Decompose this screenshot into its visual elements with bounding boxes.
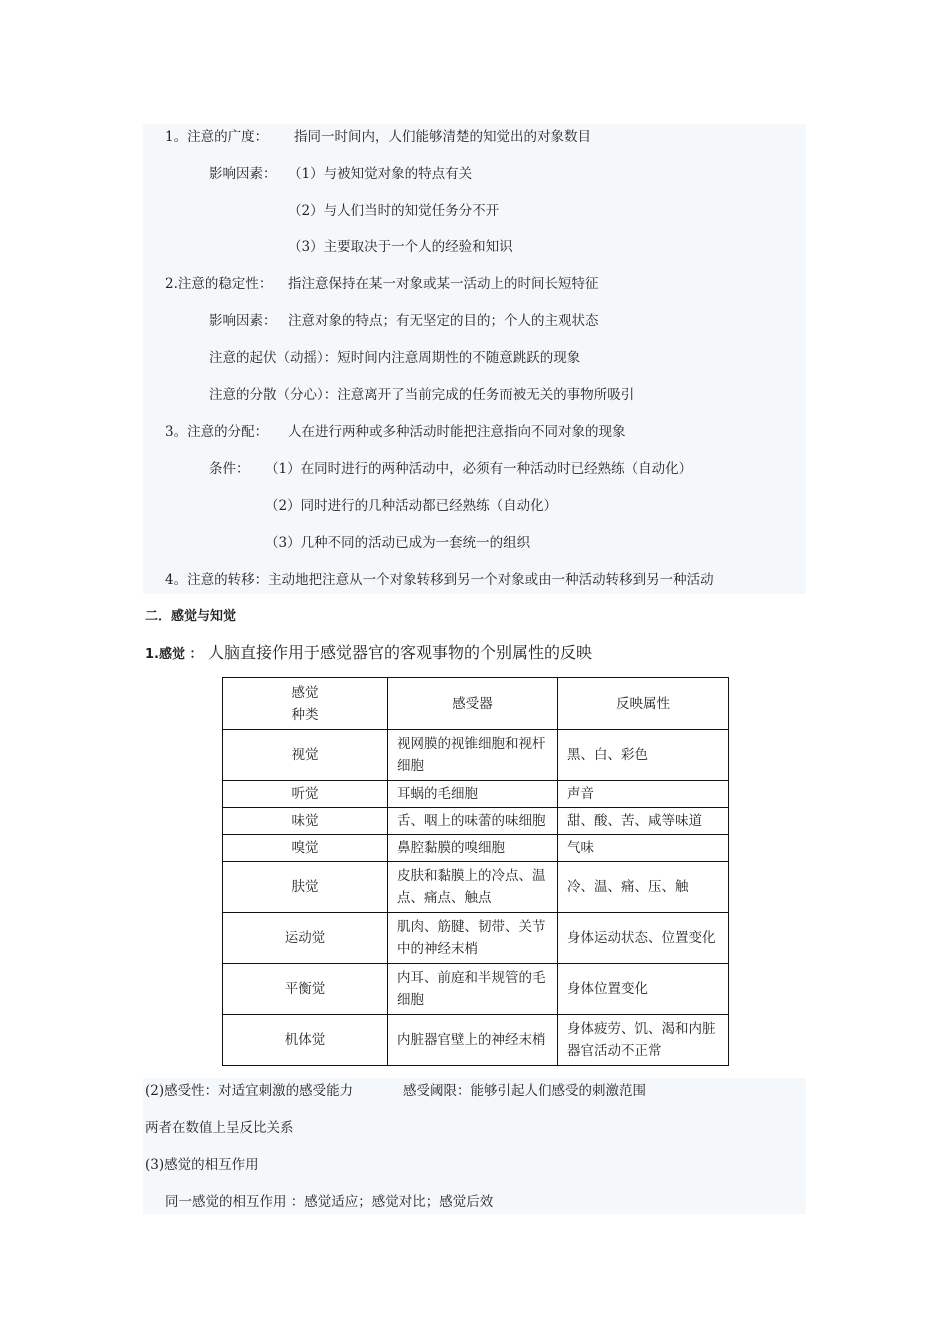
cell-attribute: 身体疲劳、饥、渴和内脏器官活动不正常 (558, 1015, 729, 1066)
cell-type: 听觉 (223, 781, 388, 808)
cell-type: 视觉 (223, 730, 388, 781)
breadth-factor-label: 影响因素： (209, 166, 277, 182)
cell-receptor: 鼻腔黏膜的嗅细胞 (388, 835, 558, 862)
sensation-definition: 人脑直接作用于感觉器官的客观事物的个别属性的反映 (208, 643, 593, 662)
header-receptor: 感受器 (388, 678, 558, 730)
table-header-row (223, 678, 729, 730)
distribution-definition: 人在进行两种或多种活动时能把注意指向不同对象的现象 (288, 424, 626, 440)
table-row (223, 964, 729, 1015)
header-type-line1: 感觉 (291, 684, 319, 701)
cell-attribute: 声音 (558, 781, 729, 808)
table-row (223, 808, 729, 835)
breadth-factor-1: （1）与被知觉对象的特点有关 (288, 166, 473, 182)
section-heading: 二．感觉与知觉 (145, 609, 237, 624)
cell-attribute: 黑、白、彩色 (558, 730, 729, 781)
cell-type: 运动觉 (223, 913, 388, 964)
table-row (223, 730, 729, 781)
interaction-heading: (3)感觉的相互作用 (145, 1157, 259, 1173)
sensation-table (222, 677, 729, 1066)
cell-attribute: 气味 (558, 835, 729, 862)
table-row (223, 862, 729, 913)
cell-receptor: 耳蜗的毛细胞 (388, 781, 558, 808)
distribution-title: 3。注意的分配： (165, 424, 269, 440)
header-type (223, 678, 388, 730)
cell-type: 嗅觉 (223, 835, 388, 862)
threshold-line: 感受阈限：能够引起人们感受的刺激范围 (403, 1083, 646, 1099)
header-attribute: 反映属性 (558, 678, 729, 730)
cell-type: 平衡觉 (223, 964, 388, 1015)
fluctuation-line: 注意的起伏（动摇）：短时间内注意周期性的不随意跳跃的现象 (209, 350, 581, 366)
cell-attribute: 甜、酸、苦、咸等味道 (558, 808, 729, 835)
cell-attribute: 身体位置变化 (558, 964, 729, 1015)
relation-line: 两者在数值上呈反比关系 (145, 1120, 294, 1136)
sensitivity-line: (2)感受性：对适宜刺激的感受能力 (145, 1083, 354, 1099)
breadth-title: 1。注意的广度： (165, 129, 269, 145)
cell-attribute: 冷、温、痛、压、触 (558, 862, 729, 913)
cell-type: 味觉 (223, 808, 388, 835)
stability-title: 2.注意的稳定性： (165, 276, 273, 292)
cell-type: 机体觉 (223, 1015, 388, 1066)
cell-receptor: 内脏器官壁上的神经末梢 (388, 1015, 558, 1066)
stability-factor-label: 影响因素： (209, 313, 277, 329)
table-row (223, 835, 729, 862)
breadth-definition: 指同一时间内，人们能够清楚的知觉出的对象数目 (294, 129, 591, 145)
cell-type: 肤觉 (223, 862, 388, 913)
stability-definition: 指注意保持在某一对象或某一活动上的时间长短特征 (288, 276, 599, 292)
table-row (223, 913, 729, 964)
same-sense-line: 同一感觉的相互作用 ：感觉适应；感觉对比；感觉后效 (165, 1194, 494, 1210)
breadth-factor-2: （2）与人们当时的知觉任务分不开 (288, 203, 500, 219)
stability-factor-text: 注意对象的特点；有无坚定的目的；个人的主观状态 (288, 313, 599, 329)
distraction-line: 注意的分散（分心）：注意离开了当前完成的任务而被无关的事物所吸引 (209, 387, 635, 403)
header-type-line2: 种类 (291, 706, 319, 723)
condition-1: （1）在同时进行的两种活动中，必须有一种活动时已经熟练（自动化） (265, 461, 693, 477)
table-row (223, 781, 729, 808)
shift-line: 4。注意的转移：主动地把注意从一个对象转移到另一个对象或由一种活动转移到另一种活动 (165, 572, 714, 588)
cell-receptor: 肌肉、筋腱、韧带、关节中的神经末梢 (388, 913, 558, 964)
condition-2: （2）同时进行的几种活动都已经熟练（自动化） (265, 498, 558, 514)
table-row (223, 1015, 729, 1066)
cell-receptor: 舌、咽上的味蕾的味细胞 (388, 808, 558, 835)
cell-receptor: 内耳、前庭和半规管的毛细胞 (388, 964, 558, 1015)
breadth-factor-3: （3）主要取决于一个人的经验和知识 (288, 239, 513, 255)
cell-receptor: 皮肤和黏膜上的冷点、温点、痛点、触点 (388, 862, 558, 913)
sensation-label: 1.感觉 ： (145, 647, 203, 662)
condition-3: （3）几种不同的活动已成为一套统一的组织 (265, 535, 531, 551)
cell-attribute: 身体运动状态、位置变化 (558, 913, 729, 964)
cell-receptor: 视网膜的视锥细胞和视杆细胞 (388, 730, 558, 781)
condition-label: 条件： (209, 461, 250, 477)
